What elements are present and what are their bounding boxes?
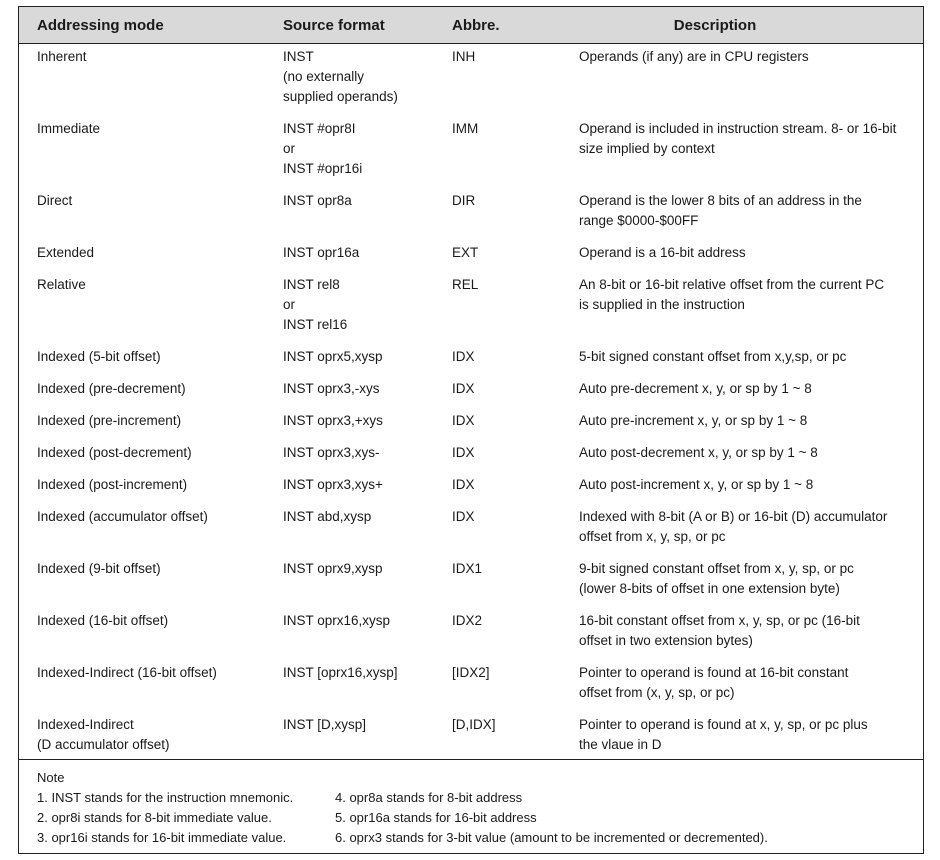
addressing-mode-cell	[37, 559, 277, 579]
abbre-cell	[452, 347, 572, 367]
source-format-cell	[283, 47, 448, 107]
source-format-cell	[283, 443, 448, 463]
addressing-mode-cell	[37, 507, 277, 527]
description-cell	[579, 715, 909, 755]
description-cell-line: Auto pre-increment x, y, or sp by 1 ~ 8	[579, 413, 808, 428]
abbre-cell	[452, 275, 572, 295]
abbre-cell-text: [D,IDX]	[452, 717, 496, 732]
description-cell	[579, 191, 909, 231]
source-format-cell-line: or	[283, 141, 296, 156]
abbre-cell	[452, 715, 572, 735]
addressing-mode-cell	[37, 715, 277, 755]
source-format-cell	[283, 191, 448, 211]
abbre-cell	[452, 243, 572, 263]
source-format-cell	[283, 715, 448, 735]
abbre-cell-text: IDX	[452, 349, 475, 364]
description-cell-line: offset from (x, y, sp, or pc)	[579, 685, 735, 700]
note-line: 4. opr8a stands for 8-bit address	[335, 790, 523, 805]
source-format-cell-line: INST oprx3,+xys	[283, 413, 383, 428]
addressing-mode-cell-line: Indexed (16-bit offset)	[37, 613, 169, 628]
source-format-cell-line: INST oprx3,-xys	[283, 381, 380, 396]
addressing-mode-cell	[37, 191, 277, 211]
description-cell-line: Operand is the lower 8 bits of an address in the	[579, 193, 862, 208]
addressing-mode-cell	[37, 243, 277, 263]
source-format-cell-line: INST oprx16,xysp	[283, 613, 391, 628]
description-cell	[579, 411, 909, 431]
abbre-cell-text: IDX	[452, 381, 475, 396]
abbre-cell-text: IDX	[452, 509, 475, 524]
notes-section	[19, 759, 923, 854]
header-source-format: Source format	[283, 17, 385, 34]
source-format-cell-line: supplied operands)	[283, 89, 398, 104]
abbre-cell-text: REL	[452, 277, 479, 292]
note-line: 5. opr16a stands for 16-bit address	[335, 810, 537, 825]
source-format-cell-line: INST opr16a	[283, 245, 360, 260]
addressing-mode-cell-line: (D accumulator offset)	[37, 737, 170, 752]
addressing-mode-cell-line: Inherent	[37, 49, 87, 64]
addressing-mode-cell-line: Immediate	[37, 121, 101, 136]
addressing-mode-cell-line: Indexed (5-bit offset)	[37, 349, 161, 364]
description-cell	[579, 243, 909, 263]
description-cell-line: Pointer to operand is found at x, y, sp, or pc plus	[579, 717, 868, 732]
description-cell	[579, 379, 909, 399]
abbre-cell	[452, 443, 572, 463]
addressing-mode-cell-line: Indexed (post-increment)	[37, 477, 188, 492]
notes-left-column	[37, 788, 293, 848]
description-cell-line: offset from x, y, sp, or pc	[579, 529, 726, 544]
description-cell-line: Operands (if any) are in CPU registers	[579, 49, 809, 64]
description-cell	[579, 507, 909, 547]
header-addressing-mode: Addressing mode	[37, 17, 164, 34]
source-format-cell	[283, 275, 448, 335]
description-cell-line: 16-bit constant offset from x, y, sp, or pc (16-bit	[579, 613, 860, 628]
description-cell-line: Pointer to operand is found at 16-bit constant	[579, 665, 849, 680]
abbre-cell-text: IDX	[452, 445, 475, 460]
abbre-cell-text: [IDX2]	[452, 665, 490, 680]
source-format-cell-line: or	[283, 297, 296, 312]
table-header	[19, 7, 923, 44]
source-format-cell-line: INST	[283, 49, 314, 64]
addressing-mode-cell	[37, 411, 277, 431]
abbre-cell	[452, 663, 572, 683]
source-format-cell	[283, 475, 448, 495]
notes-title: Note	[37, 770, 65, 785]
source-format-cell	[283, 411, 448, 431]
abbre-cell-text: IDX	[452, 413, 475, 428]
source-format-cell-line: INST [oprx16,xysp]	[283, 665, 398, 680]
source-format-cell	[283, 559, 448, 579]
addressing-mode-cell-line: Indexed-Indirect	[37, 717, 134, 732]
abbre-cell	[452, 475, 572, 495]
abbre-cell	[452, 507, 572, 527]
description-cell-line: Auto post-decrement x, y, or sp by 1 ~ 8	[579, 445, 818, 460]
abbre-cell-text: DIR	[452, 193, 476, 208]
description-cell-line: the vlaue in D	[579, 737, 662, 752]
addressing-mode-cell	[37, 663, 277, 683]
source-format-cell-line: INST oprx3,xys-	[283, 445, 380, 460]
note-line: 6. oprx3 stands for 3-bit value (amount to be incremented or decremented).	[335, 830, 768, 845]
addressing-mode-cell-line: Indexed (9-bit offset)	[37, 561, 161, 576]
description-cell-line: range $0000-$00FF	[579, 213, 699, 228]
description-cell-line: 9-bit signed constant offset from x, y, sp, or pc	[579, 561, 854, 576]
description-cell	[579, 47, 909, 67]
addressing-mode-cell	[37, 611, 277, 631]
source-format-cell	[283, 663, 448, 683]
description-cell-line: Operand is included in instruction stream. 8- or 16-bit	[579, 121, 897, 136]
addressing-mode-cell	[37, 475, 277, 495]
addressing-mode-cell-line: Indexed (accumulator offset)	[37, 509, 208, 524]
source-format-cell-line: INST rel8	[283, 277, 340, 292]
abbre-cell	[452, 611, 572, 631]
addressing-mode-cell-line: Indexed (pre-increment)	[37, 413, 182, 428]
source-format-cell	[283, 347, 448, 367]
description-cell-line: Auto post-increment x, y, or sp by 1 ~ 8	[579, 477, 814, 492]
addressing-mode-cell	[37, 47, 277, 67]
abbre-cell	[452, 191, 572, 211]
note-line: 1. INST stands for the instruction mnemonic.	[37, 790, 294, 805]
source-format-cell-line: INST oprx9,xysp	[283, 561, 383, 576]
note-line: 3. opr16i stands for 16-bit immediate value.	[37, 830, 287, 845]
description-cell-line: 5-bit signed constant offset from x,y,sp, or pc	[579, 349, 847, 364]
description-cell	[579, 559, 909, 599]
abbre-cell-text: IDX2	[452, 613, 483, 628]
source-format-cell-line: (no externally	[283, 69, 365, 84]
notes-right-column	[335, 788, 768, 848]
description-cell	[579, 443, 909, 463]
source-format-cell-line: INST oprx5,xysp	[283, 349, 383, 364]
description-cell	[579, 475, 909, 495]
abbre-cell-text: IDX	[452, 477, 475, 492]
source-format-cell	[283, 507, 448, 527]
addressing-mode-cell-line: Indexed (post-decrement)	[37, 445, 192, 460]
description-cell-line: size implied by context	[579, 141, 715, 156]
abbre-cell-text: INH	[452, 49, 476, 64]
addressing-mode-cell-line: Relative	[37, 277, 86, 292]
source-format-cell-line: INST oprx3,xys+	[283, 477, 383, 492]
source-format-cell	[283, 119, 448, 179]
description-cell	[579, 663, 909, 703]
description-cell-line: Operand is a 16-bit address	[579, 245, 746, 260]
abbre-cell	[452, 559, 572, 579]
description-cell-line: Indexed with 8-bit (A or B) or 16-bit (D) accumulator	[579, 509, 888, 524]
description-cell-line: is supplied in the instruction	[579, 297, 745, 312]
addressing-mode-cell	[37, 347, 277, 367]
description-cell	[579, 611, 909, 651]
addressing-mode-cell-line: Indexed-Indirect (16-bit offset)	[37, 665, 217, 680]
addressing-mode-cell	[37, 379, 277, 399]
source-format-cell	[283, 379, 448, 399]
abbre-cell-text: IMM	[452, 121, 479, 136]
description-cell	[579, 347, 909, 367]
source-format-cell-line: INST #opr16i	[283, 161, 363, 176]
description-cell	[579, 275, 909, 315]
description-cell-line: Auto pre-decrement x, y, or sp by 1 ~ 8	[579, 381, 812, 396]
abbre-cell-text: EXT	[452, 245, 479, 260]
header-abbre: Abbre.	[452, 17, 500, 34]
abbre-cell	[452, 119, 572, 139]
addressing-mode-cell	[37, 443, 277, 463]
addressing-mode-cell-line: Indexed (pre-decrement)	[37, 381, 186, 396]
source-format-cell-line: INST #opr8I	[283, 121, 356, 136]
addressing-mode-cell	[37, 275, 277, 295]
source-format-cell	[283, 611, 448, 631]
source-format-cell	[283, 243, 448, 263]
source-format-cell-line: INST rel16	[283, 317, 348, 332]
abbre-cell	[452, 411, 572, 431]
source-format-cell-line: INST opr8a	[283, 193, 352, 208]
description-cell-line: offset in two extension bytes)	[579, 633, 753, 648]
addressing-mode-cell-line: Direct	[37, 193, 73, 208]
abbre-cell-text: IDX1	[452, 561, 483, 576]
description-cell-line: An 8-bit or 16-bit relative offset from the current PC	[579, 277, 885, 292]
note-line: 2. opr8i stands for 8-bit immediate value.	[37, 810, 272, 825]
description-cell	[579, 119, 909, 159]
addressing-mode-cell	[37, 119, 277, 139]
source-format-cell-line: INST [D,xysp]	[283, 717, 367, 732]
addressing-mode-table	[18, 6, 924, 854]
header-description: Description	[673, 17, 757, 34]
description-cell-line: (lower 8-bits of offset in one extension byte)	[579, 581, 840, 596]
abbre-cell	[452, 47, 572, 67]
addressing-mode-cell-line: Extended	[37, 245, 95, 260]
abbre-cell	[452, 379, 572, 399]
source-format-cell-line: INST abd,xysp	[283, 509, 372, 524]
